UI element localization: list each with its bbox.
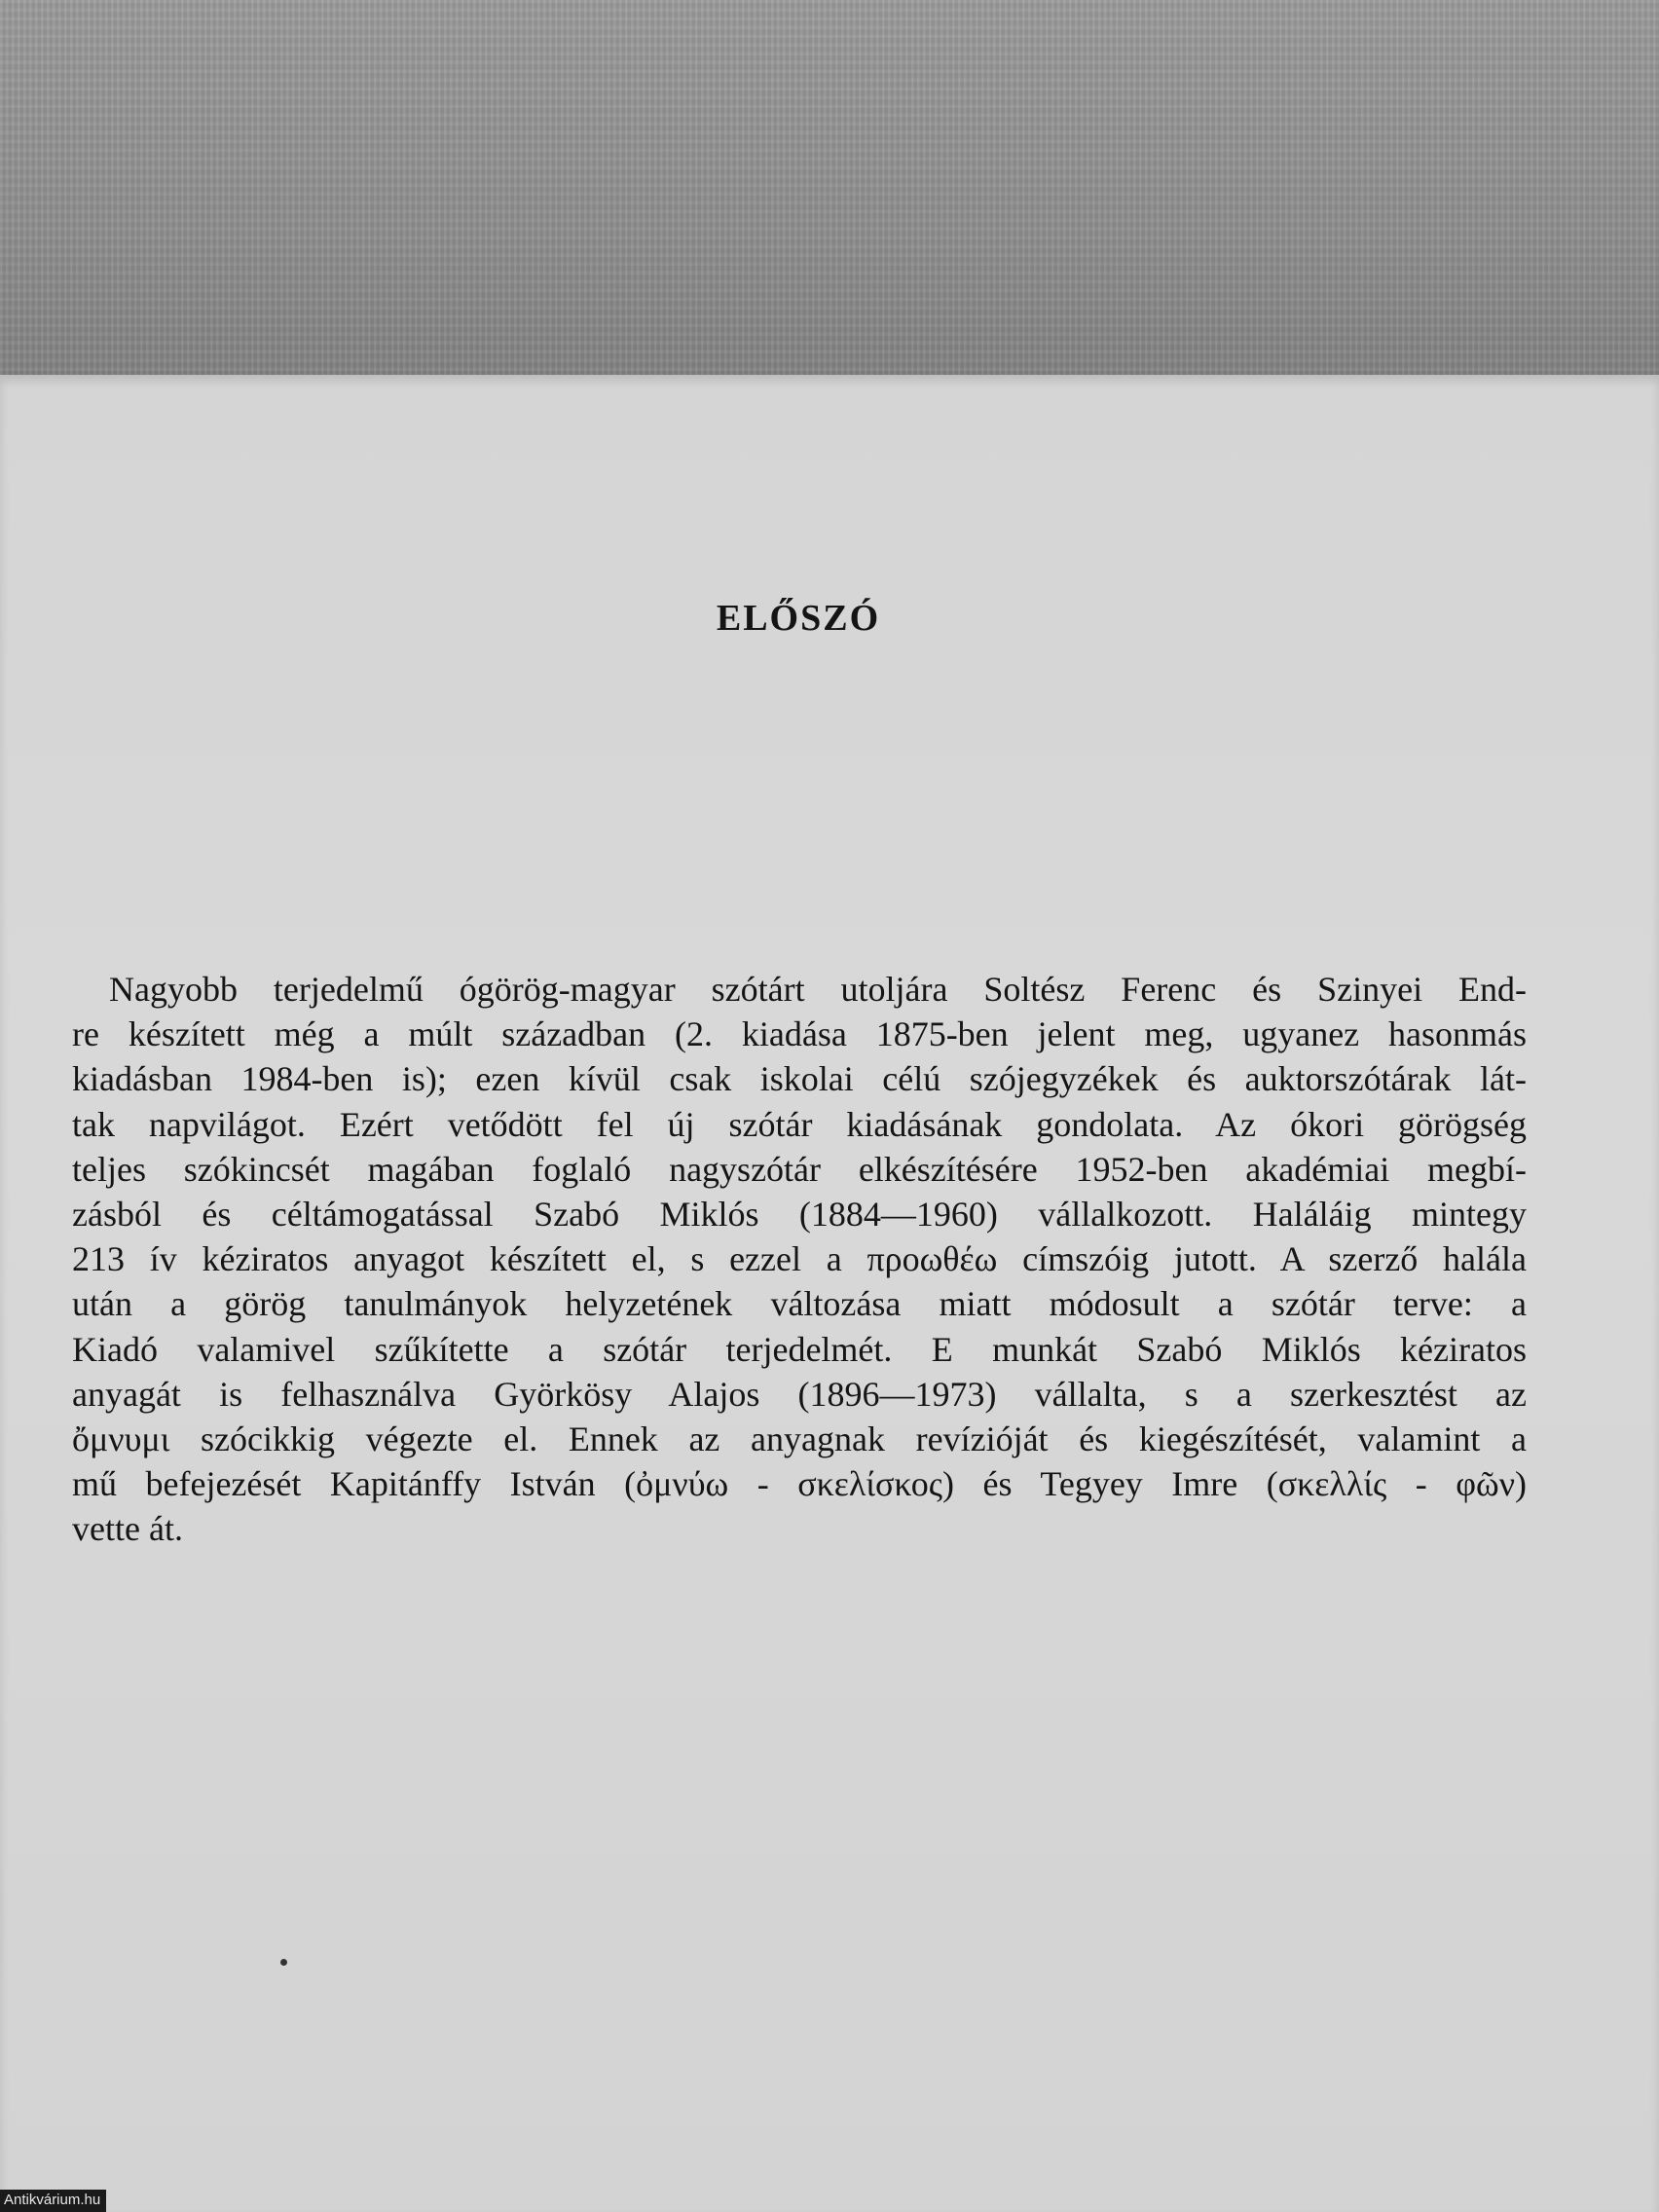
text-line: re készített még a múlt században (2. kiadása 1875-ben jelent meg, ugyanez hasonmás [72, 1014, 1527, 1054]
preface-paragraph [72, 967, 1527, 1552]
text-line: teljes szókincsét magában foglaló nagyszótár elkészítésére 1952-ben akadémiai megbí- [72, 1149, 1527, 1189]
text-line: tak napvilágot. Ezért vetődött fel új szótár kiadásának gondolata. Az ókori görögség [72, 1104, 1527, 1144]
text-line: kiadásban 1984-ben is); ezen kívül csak iskolai célú szójegyzékek és auktorszótárak lát- [72, 1059, 1527, 1099]
text-line: Nagyobb terjedelmű ógörög-magyar szótárt utoljára Soltész Ferenc és Szinyei End- [109, 970, 1527, 1009]
text-line: zásból és céltámogatással Szabó Miklós (1884—1960) vállalkozott. Haláláig mintegy [72, 1195, 1527, 1235]
text-line: után a görög tanulmányok helyzetének változása miatt módosult a szótár terve: a [72, 1284, 1527, 1324]
page-title: ELŐSZÓ [716, 598, 881, 639]
text-line: anyagát is felhasználva Györkösy Alajos (1896—1973) vállalta, s a szerkesztést az [72, 1374, 1527, 1414]
book-page [0, 375, 1659, 2212]
background-surface [0, 0, 1659, 380]
text-line: ὄμνυμι szócikkig végezte el. Ennek az anyagnak revízióját és kiegészítését, valamint a [72, 1419, 1527, 1459]
text-line: 213 ív kéziratos anyagot készített el, s ezzel a προωθέω címszóig jutott. A szerző halála [72, 1239, 1527, 1279]
text-line: mű befejezését Kapitánffy István (ὀμνύω - σκελίσκος) és Tegyey Imre (σκελλίς - φῶν) [72, 1464, 1527, 1504]
ink-speck [280, 1959, 287, 1966]
watermark-label: Antikvárium.hu [0, 2190, 106, 2212]
text-line: Kiadó valamivel szűkítette a szótár terjedelmét. E munkát Szabó Miklós kéziratos [72, 1329, 1527, 1369]
text-line: vette át. [72, 1509, 183, 1549]
